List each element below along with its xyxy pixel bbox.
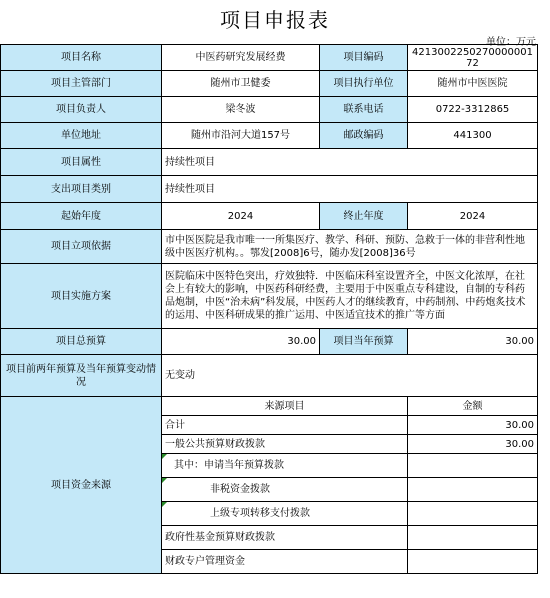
end-year-label: 终止年度 — [320, 203, 408, 230]
phone-label: 联系电话 — [320, 97, 408, 123]
basis-value: 市中医医院是我市唯一一所集医疗、教学、科研、预防、急救于一体的非营利性地级中医医疗机构。。鄂发[2008]6号，随办发[2008]36号 — [162, 230, 538, 264]
fund-source-transfer: 上级专项转移支付拨款 — [162, 502, 408, 526]
fund-source-label: 项目资金来源 — [1, 397, 162, 574]
plan-label: 项目实施方案 — [1, 264, 162, 329]
total-budget-label: 项目总预算 — [1, 329, 162, 355]
year-budget-label: 项目当年预算 — [320, 329, 408, 355]
zip-value: 441300 — [408, 123, 538, 149]
leader-value: 梁冬波 — [162, 97, 320, 123]
project-application-table — [0, 44, 538, 574]
executor-label: 项目执行单位 — [320, 71, 408, 97]
start-year-label: 起始年度 — [1, 203, 162, 230]
project-code-value: 421300225027000000172 — [408, 45, 538, 71]
page-title: 项目申报表 — [220, 8, 330, 32]
row-budget — [1, 329, 538, 355]
row-department — [1, 71, 538, 97]
fund-source-gov-fund: 政府性基金预算财政拨款 — [162, 526, 408, 550]
fund-amount-transfer — [408, 502, 538, 526]
fund-amount-gov-fund — [408, 526, 538, 550]
budget-change-value: 无变动 — [162, 355, 538, 397]
attribute-value: 持续性项目 — [162, 149, 538, 176]
row-fund-header — [1, 397, 538, 416]
fund-source-total: 合计 — [162, 416, 408, 435]
address-label: 单位地址 — [1, 123, 162, 149]
row-project-name — [1, 45, 538, 71]
leader-label: 项目负责人 — [1, 97, 162, 123]
row-years — [1, 203, 538, 230]
executor-value: 随州市中医医院 — [408, 71, 538, 97]
fund-amount-non-tax — [408, 478, 538, 502]
project-name-value: 中医药研究发展经费 — [162, 45, 320, 71]
fund-source-general-budget: 一般公共预算财政拨款 — [162, 435, 408, 454]
row-attribute — [1, 149, 538, 176]
address-value: 随州市沿河大道157号 — [162, 123, 320, 149]
unit-note: 单位：万元 — [486, 37, 536, 48]
start-year-value: 2024 — [162, 203, 320, 230]
fund-source-special-account: 财政专户管理资金 — [162, 550, 408, 574]
fund-amount-current-year — [408, 454, 538, 478]
total-budget-value: 30.00 — [162, 329, 320, 355]
end-year-value: 2024 — [408, 203, 538, 230]
fund-source-current-year: 其中：申请当年预算拨款 — [162, 454, 408, 478]
fund-source-non-tax: 非税资金拨款 — [162, 478, 408, 502]
fund-amount-general-budget: 30.00 — [408, 435, 538, 454]
fund-amount-special-account — [408, 550, 538, 574]
row-address — [1, 123, 538, 149]
amount-header: 金额 — [408, 397, 538, 416]
phone-value: 0722-3312865 — [408, 97, 538, 123]
fund-amount-total: 30.00 — [408, 416, 538, 435]
row-leader — [1, 97, 538, 123]
attribute-label: 项目属性 — [1, 149, 162, 176]
project-code-label: 项目编码 — [320, 45, 408, 71]
row-basis — [1, 230, 538, 264]
zip-label: 邮政编码 — [320, 123, 408, 149]
plan-value: 医院临床中医特色突出，疗效独特．中医临床科室设置齐全，中医文化浓厚，在社会上有较大的影响，中医药科研经费，主要用于中医重点专科建设，自制的专科药品炮制，中医“治未病”科发展，中医药人才的继续教育，中药制剂、中药炮炙技术的运用、中医科研成果的推广运用、中医适宜技术的推广等方面 — [162, 264, 538, 329]
row-category — [1, 176, 538, 203]
category-value: 持续性项目 — [162, 176, 538, 203]
source-item-header: 来源项目 — [162, 397, 408, 416]
project-name-label: 项目名称 — [1, 45, 162, 71]
department-value: 随州市卫健委 — [162, 71, 320, 97]
budget-change-label: 项目前两年预算及当年预算变动情况 — [1, 355, 162, 397]
year-budget-value: 30.00 — [408, 329, 538, 355]
basis-label: 项目立项依据 — [1, 230, 162, 264]
category-label: 支出项目类别 — [1, 176, 162, 203]
department-label: 项目主管部门 — [1, 71, 162, 97]
row-plan — [1, 264, 538, 329]
row-change — [1, 355, 538, 397]
